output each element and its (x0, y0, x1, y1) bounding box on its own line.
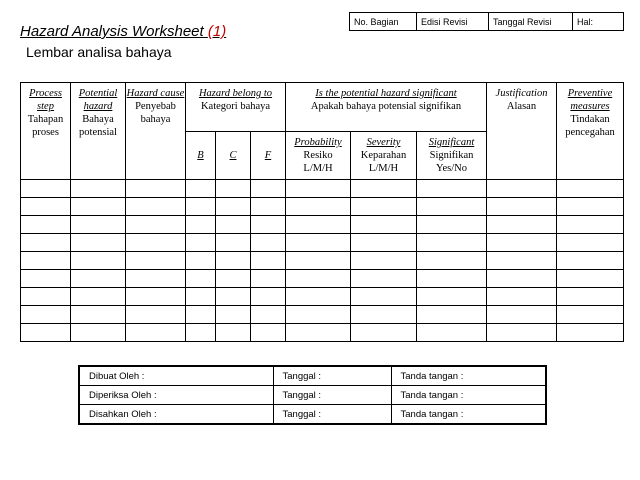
worksheet-cell[interactable] (557, 180, 624, 198)
worksheet-cell[interactable] (21, 252, 71, 270)
header-justification-id: Alasan (506, 101, 537, 112)
header-significant-scale: Yes/No (435, 163, 468, 174)
worksheet-cell[interactable] (557, 216, 624, 234)
worksheet-cell[interactable] (251, 180, 286, 198)
worksheet-cell[interactable] (126, 234, 186, 252)
header-severity-scale: L/M/H (368, 163, 399, 174)
worksheet-cell[interactable] (286, 306, 351, 324)
header-significant (417, 132, 487, 180)
revision-info-table (349, 12, 624, 31)
header-process-step (21, 83, 71, 180)
worksheet-cell[interactable] (286, 288, 351, 306)
worksheet-cell[interactable] (286, 270, 351, 288)
worksheet-cell[interactable] (417, 198, 487, 216)
header-severity-en: Severity (366, 137, 401, 148)
worksheet-cell[interactable] (487, 198, 557, 216)
worksheet-cell[interactable] (251, 324, 286, 342)
worksheet-cell[interactable] (286, 252, 351, 270)
header-hazard-cause (126, 83, 186, 180)
worksheet-cell[interactable] (487, 252, 557, 270)
checked-date-field[interactable]: Tanggal : (273, 386, 391, 405)
header-justification-en: Justification (495, 88, 548, 99)
worksheet-cell[interactable] (126, 324, 186, 342)
worksheet-cell[interactable] (487, 306, 557, 324)
worksheet-cell[interactable] (251, 198, 286, 216)
worksheet-row (21, 234, 624, 252)
worksheet-subtitle: Lembar analisa bahaya (26, 44, 172, 60)
worksheet-cell[interactable] (126, 180, 186, 198)
checked-signature-field[interactable]: Tanda tangan : (391, 386, 546, 405)
approval-table (78, 365, 547, 425)
worksheet-cell[interactable] (557, 234, 624, 252)
header-probability-scale: L/M/H (303, 163, 333, 174)
worksheet-cell[interactable] (126, 306, 186, 324)
worksheet-cell[interactable] (557, 270, 624, 288)
worksheet-cell[interactable] (286, 198, 351, 216)
header-hazard-belong-id: Kategori bahaya (200, 101, 271, 112)
worksheet-number: (1) (207, 23, 227, 40)
worksheet-cell[interactable] (351, 252, 417, 270)
header-preventive-measures (557, 83, 624, 180)
worksheet-cell[interactable] (21, 324, 71, 342)
worksheet-cell[interactable] (186, 270, 216, 288)
worksheet-cell[interactable] (186, 180, 216, 198)
worksheet-row (21, 216, 624, 234)
worksheet-cell[interactable] (417, 234, 487, 252)
approval-row (79, 386, 546, 405)
header-severity (351, 132, 417, 180)
approved-by-field[interactable]: Disahkan Oleh : (79, 405, 273, 425)
worksheet-cell[interactable] (21, 234, 71, 252)
worksheet-cell[interactable] (487, 216, 557, 234)
worksheet-cell[interactable] (186, 234, 216, 252)
header-probability (286, 132, 351, 180)
header-process-step-id: Tahapan proses (27, 114, 64, 138)
worksheet-cell[interactable] (71, 180, 126, 198)
worksheet-cell[interactable] (557, 198, 624, 216)
worksheet-cell[interactable] (71, 270, 126, 288)
worksheet-cell[interactable] (286, 216, 351, 234)
page-cell: Hal: (573, 13, 624, 31)
worksheet-cell[interactable] (21, 216, 71, 234)
worksheet-cell[interactable] (417, 216, 487, 234)
worksheet-cell[interactable] (216, 180, 251, 198)
worksheet-cell[interactable] (186, 288, 216, 306)
worksheet-cell[interactable] (21, 270, 71, 288)
header-hazard-belong (186, 83, 286, 132)
worksheet-cell[interactable] (417, 270, 487, 288)
header-severity-id: Keparahan (360, 150, 407, 161)
prepared-date-field[interactable]: Tanggal : (273, 366, 391, 386)
worksheet-row (21, 270, 624, 288)
prepared-signature-field[interactable]: Tanda tangan : (391, 366, 546, 386)
header-preventive-en: Preventive measures (567, 88, 613, 112)
worksheet-title (20, 23, 226, 40)
worksheet-cell[interactable] (351, 198, 417, 216)
worksheet-row (21, 198, 624, 216)
approval-row (79, 366, 546, 386)
worksheet-cell[interactable] (417, 180, 487, 198)
worksheet-cell[interactable] (71, 198, 126, 216)
header-process-step-en: Process step (29, 88, 62, 112)
worksheet-cell[interactable] (351, 180, 417, 198)
worksheet-cell[interactable] (126, 288, 186, 306)
worksheet-cell[interactable] (286, 180, 351, 198)
header-significant-id: Signifikan (429, 150, 474, 161)
worksheet-cell[interactable] (71, 288, 126, 306)
worksheet-cell[interactable] (286, 324, 351, 342)
header-hazard-cause-id: Penyebab bahaya (135, 101, 176, 125)
worksheet-cell[interactable] (487, 270, 557, 288)
worksheet-cell[interactable] (351, 216, 417, 234)
approval-row (79, 405, 546, 425)
worksheet-cell[interactable] (126, 198, 186, 216)
worksheet-cell[interactable] (126, 270, 186, 288)
header-potential-hazard-id: Bahaya potensial (79, 114, 117, 138)
hazard-worksheet-table (20, 82, 624, 342)
worksheet-row (21, 306, 624, 324)
worksheet-cell[interactable] (216, 288, 251, 306)
header-significant-en: Significant (428, 137, 475, 148)
worksheet-cell[interactable] (21, 288, 71, 306)
revision-edition-cell: Edisi Revisi (417, 13, 489, 31)
worksheet-cell[interactable] (351, 324, 417, 342)
section-number-cell: No. Bagian (350, 13, 417, 31)
worksheet-cell[interactable] (417, 252, 487, 270)
worksheet-cell[interactable] (351, 234, 417, 252)
worksheet-cell[interactable] (417, 288, 487, 306)
worksheet-cell[interactable] (216, 270, 251, 288)
worksheet-cell[interactable] (417, 324, 487, 342)
worksheet-cell[interactable] (216, 252, 251, 270)
worksheet-cell[interactable] (487, 288, 557, 306)
worksheet-cell[interactable] (487, 324, 557, 342)
worksheet-cell[interactable] (186, 198, 216, 216)
header-justification (487, 83, 557, 180)
worksheet-cell[interactable] (216, 216, 251, 234)
worksheet-cell[interactable] (251, 216, 286, 234)
worksheet-cell[interactable] (487, 180, 557, 198)
header-hazard-cause-en: Hazard cause (126, 88, 185, 99)
worksheet-cell[interactable] (216, 324, 251, 342)
worksheet-body (21, 180, 624, 342)
worksheet-cell[interactable] (417, 306, 487, 324)
category-c: C (216, 132, 251, 180)
approved-signature-field[interactable]: Tanda tangan : (391, 405, 546, 425)
worksheet-row (21, 180, 624, 198)
header-significance (286, 83, 487, 132)
worksheet-cell[interactable] (126, 216, 186, 234)
header-significance-en: Is the potential hazard significant (315, 88, 457, 99)
worksheet-cell[interactable] (251, 252, 286, 270)
worksheet-cell[interactable] (286, 234, 351, 252)
worksheet-row (21, 288, 624, 306)
worksheet-cell[interactable] (186, 252, 216, 270)
worksheet-cell[interactable] (216, 198, 251, 216)
worksheet-cell[interactable] (351, 270, 417, 288)
worksheet-cell[interactable] (186, 306, 216, 324)
approved-date-field[interactable]: Tanggal : (273, 405, 391, 425)
worksheet-cell[interactable] (71, 234, 126, 252)
worksheet-cell[interactable] (21, 198, 71, 216)
header-probability-id: Resiko (303, 150, 333, 161)
header-preventive-id: Tindakan pencegahan (565, 114, 615, 138)
header-hazard-belong-en: Hazard belong to (198, 88, 273, 99)
checked-by-field[interactable]: Diperiksa Oleh : (79, 386, 273, 405)
worksheet-cell[interactable] (487, 234, 557, 252)
worksheet-cell[interactable] (557, 324, 624, 342)
worksheet-cell[interactable] (251, 288, 286, 306)
worksheet-cell[interactable] (21, 180, 71, 198)
worksheet-cell[interactable] (126, 252, 186, 270)
worksheet-row (21, 252, 624, 270)
header-probability-en: Probability (294, 137, 342, 148)
header-significance-id: Apakah bahaya potensial signifikan (310, 101, 462, 112)
worksheet-cell[interactable] (557, 252, 624, 270)
revision-date-cell: Tanggal Revisi (489, 13, 573, 31)
worksheet-cell[interactable] (71, 252, 126, 270)
worksheet-cell[interactable] (186, 216, 216, 234)
header-potential-hazard-en: Potential hazard (78, 88, 118, 112)
worksheet-cell[interactable] (351, 288, 417, 306)
worksheet-cell[interactable] (216, 234, 251, 252)
worksheet-cell[interactable] (71, 324, 126, 342)
header-potential-hazard (71, 83, 126, 180)
worksheet-cell[interactable] (71, 216, 126, 234)
worksheet-cell[interactable] (71, 306, 126, 324)
worksheet-cell[interactable] (251, 270, 286, 288)
worksheet-cell[interactable] (557, 288, 624, 306)
category-b: B (186, 132, 216, 180)
worksheet-cell[interactable] (186, 324, 216, 342)
worksheet-cell[interactable] (351, 306, 417, 324)
category-f: F (251, 132, 286, 180)
worksheet-cell[interactable] (216, 306, 251, 324)
worksheet-cell[interactable] (251, 234, 286, 252)
worksheet-row (21, 324, 624, 342)
worksheet-cell[interactable] (21, 306, 71, 324)
worksheet-title-text: Hazard Analysis Worksheet (20, 23, 208, 40)
worksheet-cell[interactable] (557, 306, 624, 324)
worksheet-cell[interactable] (251, 306, 286, 324)
prepared-by-field[interactable]: Dibuat Oleh : (79, 366, 273, 386)
